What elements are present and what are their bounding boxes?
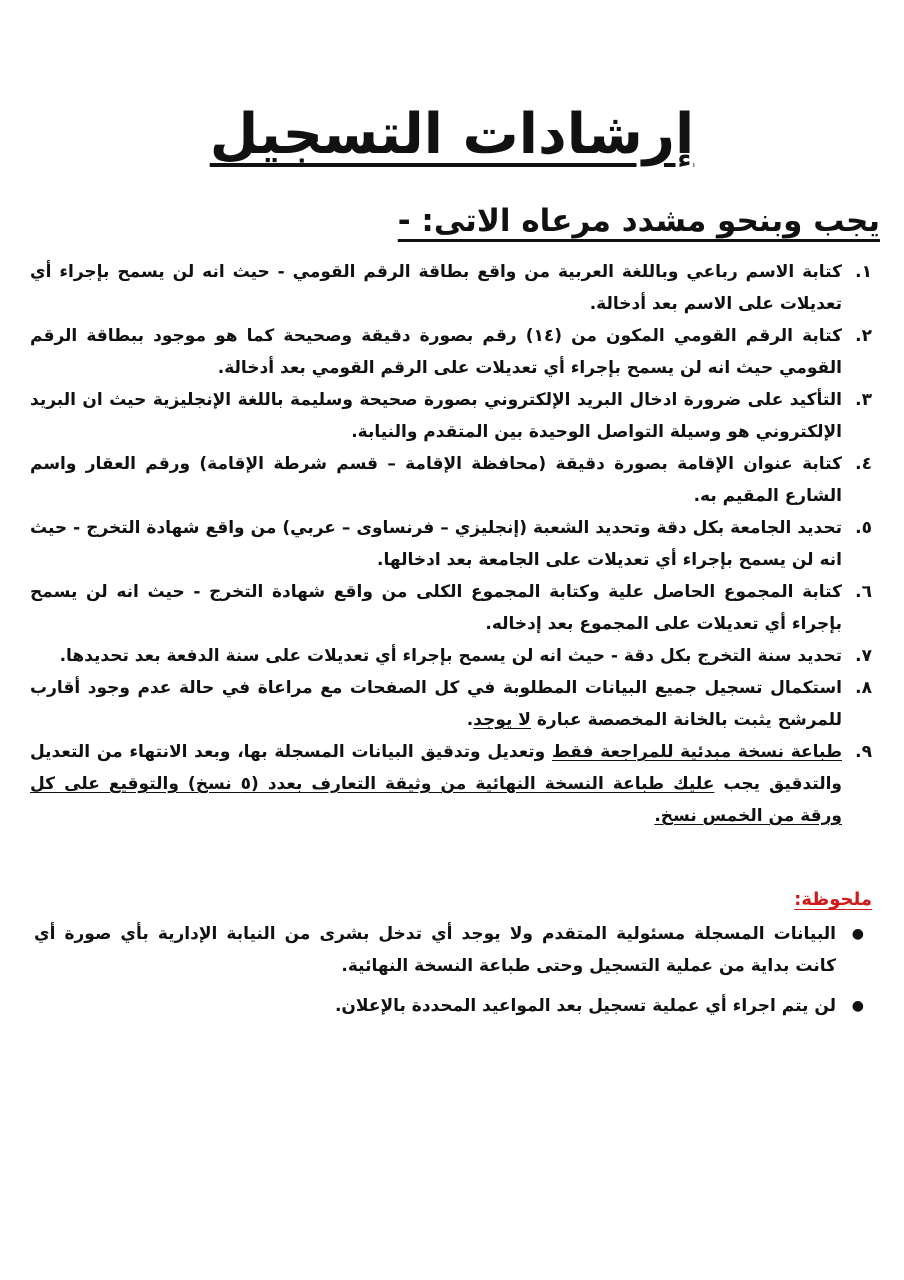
instructions-list bbox=[30, 256, 872, 832]
underlined-phrase: لا يوجد bbox=[473, 710, 531, 730]
list-item-number: ١. bbox=[855, 262, 872, 282]
list-item bbox=[30, 384, 872, 448]
list-item bbox=[30, 672, 872, 736]
list-item-number: ٢. bbox=[855, 326, 872, 346]
notes-list bbox=[34, 918, 864, 1030]
list-item-text: تحديد سنة التخرج بكل دقة - حيث انه لن يسمح بإجراء أي تعديلات على سنة الدفعة بعد تحديدها. bbox=[59, 646, 842, 666]
underlined-phrase: عليك طباعة النسخة النهائية من وثيقة التعارف بعدد (٥ نسخ) والتوقيع على كل ورقة من الخمس نسخ. bbox=[30, 774, 842, 826]
list-item-number: ٣. bbox=[855, 390, 872, 410]
note-text: لن يتم اجراء أي عملية تسجيل بعد المواعيد المحددة بالإعلان. bbox=[334, 996, 836, 1016]
list-item bbox=[30, 448, 872, 512]
list-item-text-part: استكمال تسجيل جميع البيانات المطلوبة في كل الصفحات مع مراعاة في حالة عدم وجود أقارب للمرشح يثبت بالخانة المخصصة عبارة bbox=[30, 678, 842, 730]
note-item bbox=[34, 990, 864, 1022]
list-item bbox=[30, 320, 872, 384]
list-item-text: كتابة عنوان الإقامة بصورة دقيقة (محافظة الإقامة – قسم شرطة الإقامة) ورقم العقار واسم الشارع المقيم به. bbox=[30, 454, 842, 506]
section-heading: يجب وبنحو مشدد مرعاه الاتى: - bbox=[397, 203, 880, 239]
list-item-text-part: وتعديل وتدقيق البيانات المسجلة بها، وبعد الانتهاء من التعديل والتدقيق يجب bbox=[30, 742, 842, 794]
list-item bbox=[30, 640, 872, 672]
bullet-icon: ● bbox=[851, 926, 864, 942]
list-item bbox=[30, 256, 872, 320]
note-text: البيانات المسجلة مسئولية المتقدم ولا يوجد أي تدخل بشرى من النيابة الإدارية بأي صورة أي كانت بداية من عملية التسجيل وحتى طباعة النسخة النهائية. bbox=[34, 924, 836, 976]
list-item-text: تحديد الجامعة بكل دقة وتحديد الشعبة (إنجليزي – فرنساوى – عربي) من واقع شهادة التخرج - حيث انه لن يسمح بإجراء أي تعديلات على الجامعة بعد ادخالها. bbox=[30, 518, 842, 570]
list-item bbox=[30, 512, 872, 576]
list-item-text-part: . bbox=[466, 710, 474, 730]
list-item-number: ٤. bbox=[855, 454, 872, 474]
page-title bbox=[0, 95, 904, 175]
list-item-text bbox=[30, 736, 842, 832]
list-item-text: كتابة المجموع الحاصل علية وكتابة المجموع الكلى من واقع شهادة التخرج - حيث انه لن يسمح بإجراء أي تعديلات على المجموع بعد إدخاله. bbox=[30, 582, 842, 634]
list-item bbox=[30, 736, 872, 832]
list-item-number: ٧. bbox=[855, 646, 872, 666]
page-title-text: إرشادات التسجيل bbox=[209, 102, 695, 167]
note-label: ملحوظة: bbox=[794, 889, 872, 910]
bullet-icon: ● bbox=[851, 998, 864, 1014]
list-item-text: التأكيد على ضرورة ادخال البريد الإلكتروني بصورة صحيحة وسليمة باللغة الإنجليزية حيث ان البريد الإلكتروني هو وسيلة التواصل الوحيدة بين المتقدم والنيابة. bbox=[30, 390, 842, 442]
list-item-number: ٨. bbox=[855, 678, 872, 698]
list-item-text: كتابة الاسم رباعي وباللغة العربية من واقع بطاقة الرقم القومي - حيث انه لن يسمح بإجراء أي تعديلات على الاسم بعد أدخالة. bbox=[30, 262, 842, 314]
note-item bbox=[34, 918, 864, 982]
list-item-text: كتابة الرقم القومي المكون من (١٤) رقم بصورة دقيقة وصحيحة كما هو موجود ببطاقة الرقم القومي حيث انه لن يسمح بإجراء أي تعديلات على الرقم القومي بعد أدخالة. bbox=[30, 326, 842, 378]
list-item-number: ٩. bbox=[855, 742, 872, 762]
underlined-phrase: طباعة نسخة مبدئية للمراجعة فقط bbox=[551, 742, 842, 762]
list-item-number: ٥. bbox=[855, 518, 872, 538]
list-item-number: ٦. bbox=[855, 582, 872, 602]
list-item bbox=[30, 576, 872, 640]
list-item-text bbox=[30, 672, 842, 736]
